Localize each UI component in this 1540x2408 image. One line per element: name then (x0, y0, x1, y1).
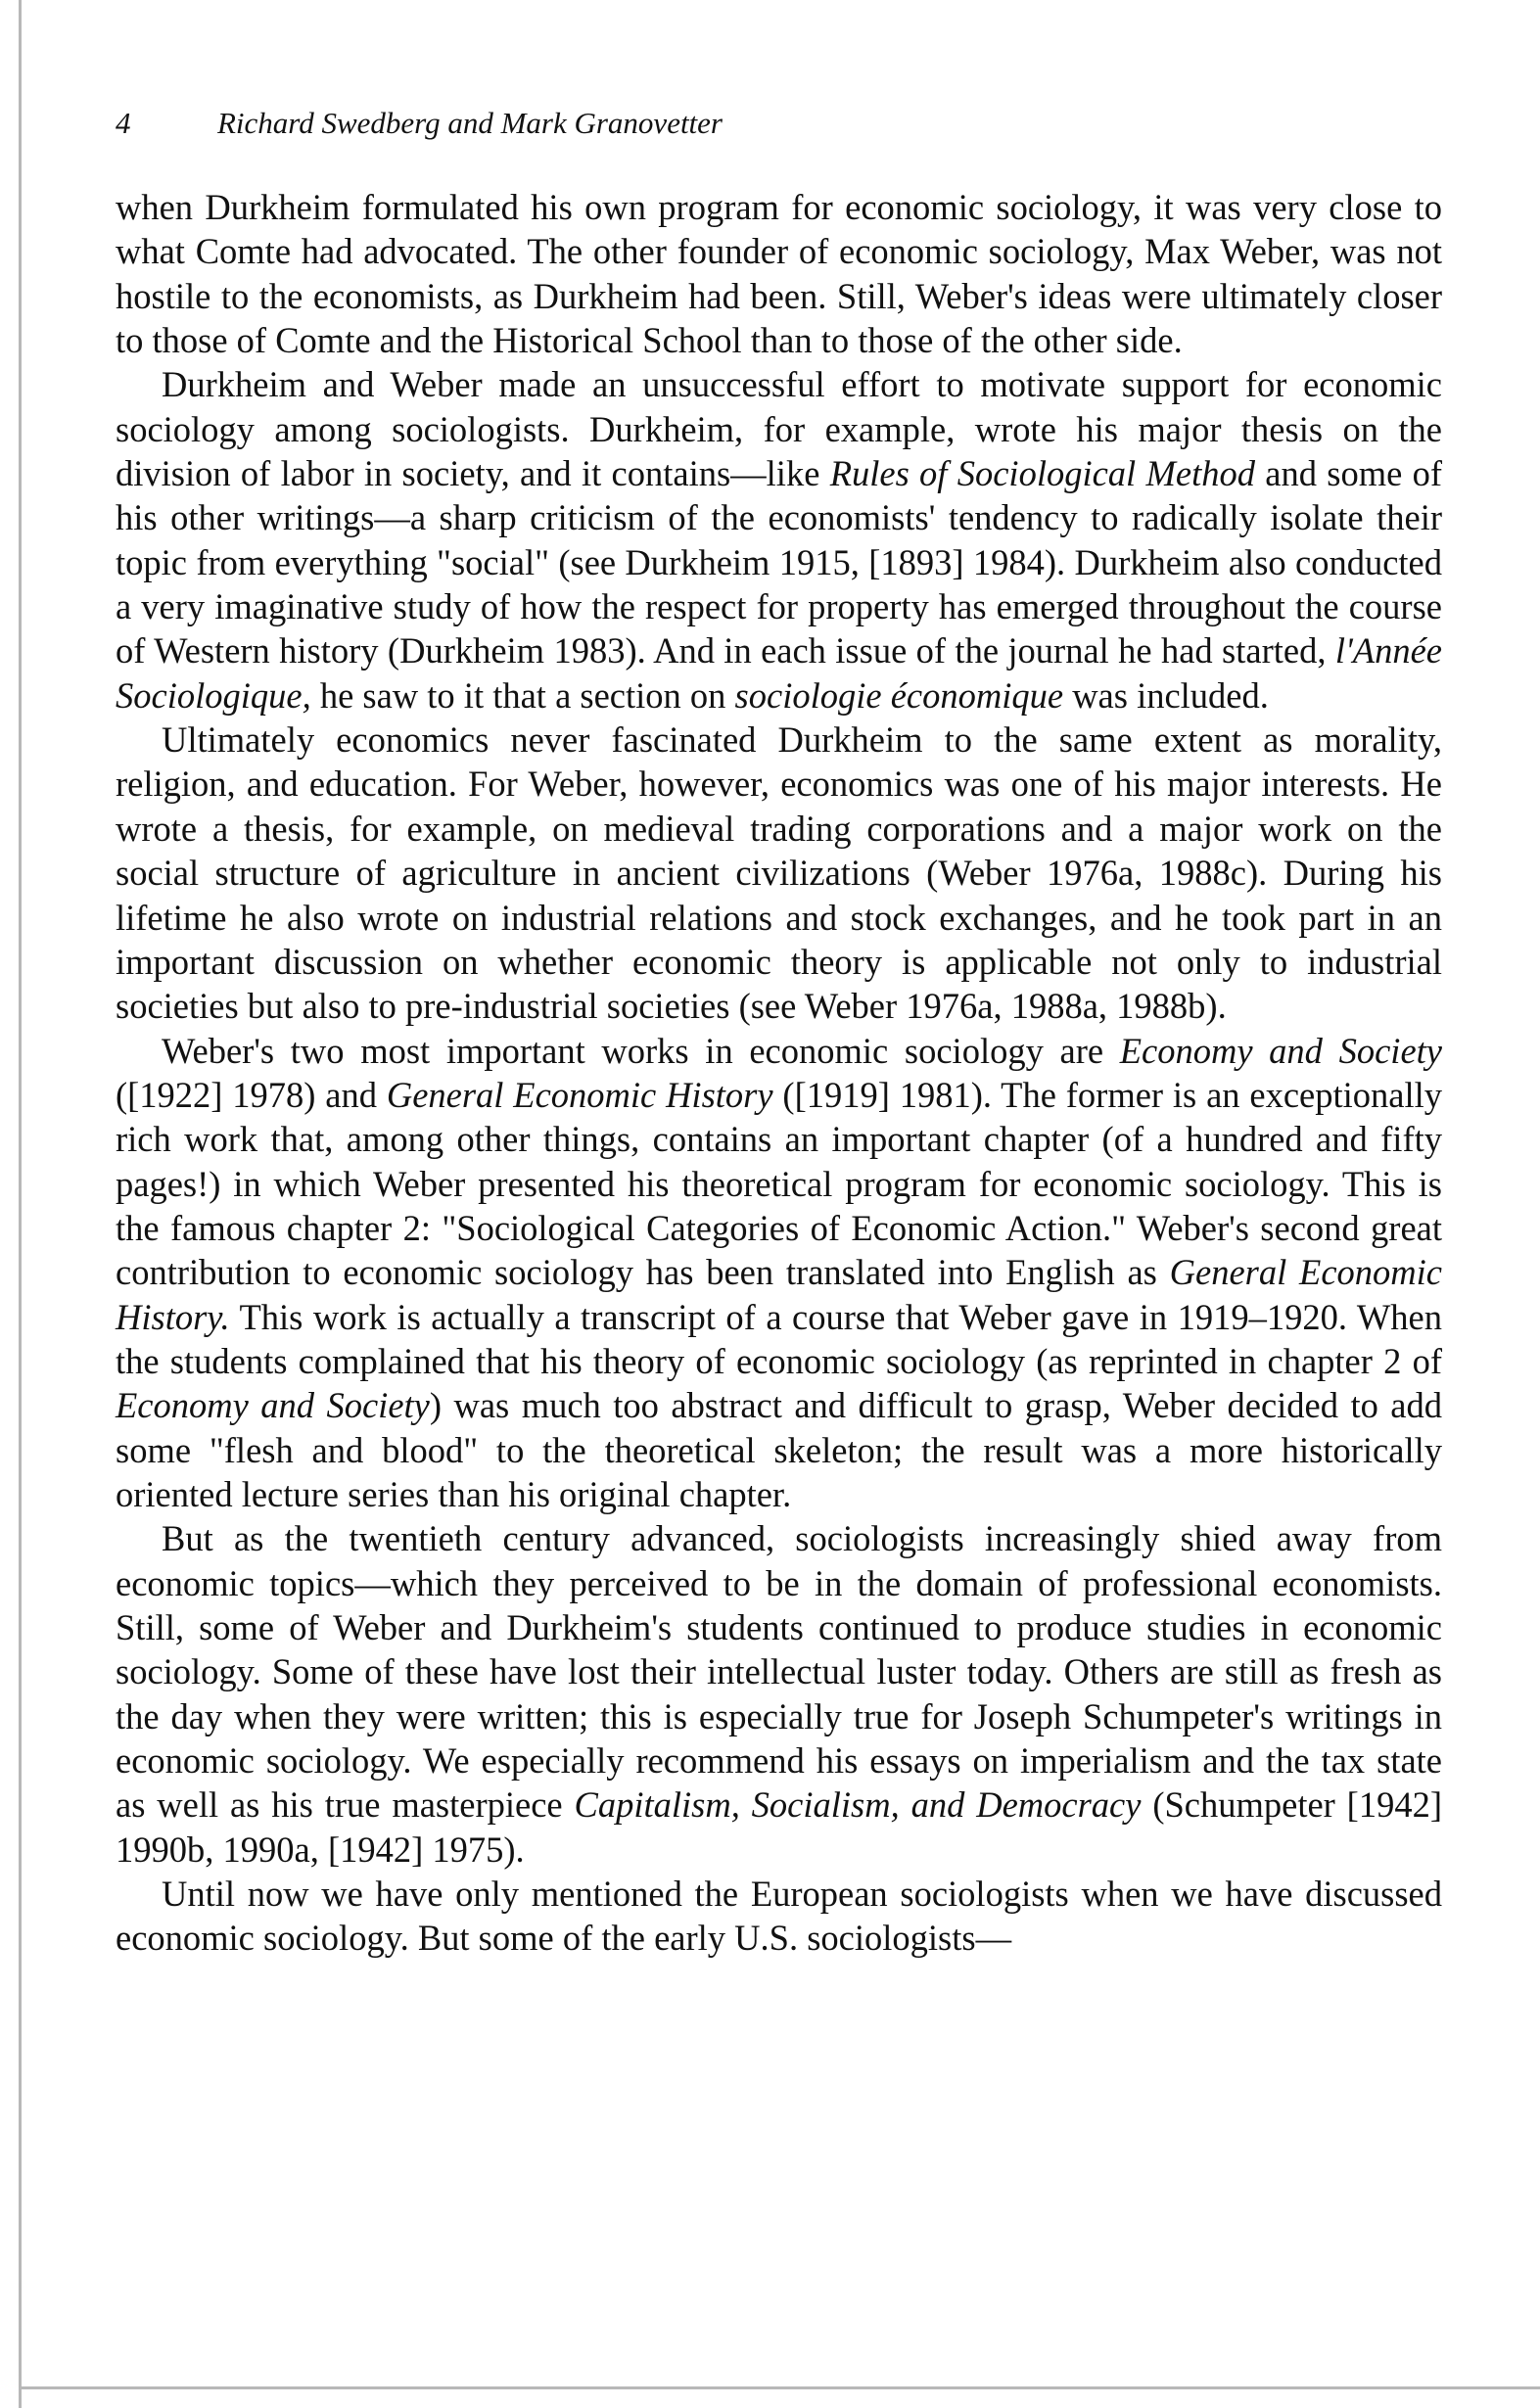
italic-title: Rules of Sociological Method (829, 453, 1255, 494)
page-bottom-edge (19, 2386, 1540, 2389)
body-text (116, 185, 1442, 1961)
italic-title: General Economic History (386, 1074, 773, 1115)
paragraph (116, 1516, 1442, 1872)
paragraph (116, 1029, 1442, 1517)
paragraph-text: when Durkheim formulated his own program for economic sociology, it was very close to what Comte had advocated. The other founder of economic sociology, Max Weber, was not hostile to the economists, as Durkheim had been. Still, Weber's ideas were ultimately closer to those of Comte and the Historical School than to those of the other side. (116, 187, 1442, 361)
page-number: 4 (116, 106, 131, 140)
paragraph-text: Ultimately economics never fascinated Durkheim to the same extent as morality, religion, and education. For Weber, however, economics was one of his major interests. He wrote a thesis, for example, on medieval trading corporations and a major work on the social structure of agriculture in ancient civilizations (Weber 1976a, 1988c). During his lifetime he also wrote on industrial relations and stock exchanges, and he took part in an important discussion on whether economic theory is applicable not only to industrial societies but also to pre-industrial societies (see Weber 1976a, 1988a, 1988b). (116, 719, 1442, 1027)
paragraph-text: Weber's two most important works in economic sociology are (162, 1030, 1120, 1071)
running-head (116, 93, 1442, 154)
paragraph-text: Durkheim and Weber made an unsuccessful effort to motivate support for economic sociology among sociologists. Durkheim, for example, wrote his major thesis on the division of labor in society, and it contains—like (116, 364, 1442, 494)
paragraph (116, 718, 1442, 1028)
book-page (116, 93, 1442, 1961)
paragraph-text: But as the twentieth century advanced, sociologists increasingly shied away from economic topics—which they perceived to be in the domain of professional economists. Still, some of Weber and Durkheim's students continued to produce studies in economic sociology. Some of these have lost their intellectual luster today. Others are still as fresh as the day when they were written; this is especially true for Joseph Schumpeter's writings in economic sociology. We especially recommend his essays on imperialism and the tax state as well as his true masterpiece (116, 1518, 1442, 1826)
italic-title: Economy and Society (116, 1385, 430, 1426)
paragraph-text: (Schumpeter [1942] 1990b, 1990a, [1942] 1975). (116, 1784, 1442, 1870)
paragraph-text: was included. (1063, 674, 1269, 716)
paragraph (116, 362, 1442, 718)
paragraph-text: ([1919] 1981). The former is an exceptionally rich work that, among other things, contains an important chapter (of a hundred and fifty pages!) in which Weber presented his theoretical program for economic sociology. This is the famous chapter 2: "Sociological Categories of Economic Action." Weber's second great contribution to economic sociology has been translated into English as (116, 1074, 1442, 1293)
paragraph-text: Until now we have only mentioned the European sociologists when we have discussed economic sociology. But some of the early U.S. sociologists— (116, 1874, 1442, 1959)
running-head-authors: Richard Swedberg and Mark Granovetter (217, 106, 723, 140)
italic-title: sociologie économique (734, 674, 1064, 716)
italic-title: Capitalism, Socialism, and Democracy (574, 1784, 1142, 1826)
page-left-edge (19, 0, 22, 2408)
italic-title: l'Année Sociologique, (116, 630, 1442, 716)
paragraph-text: ) was much too abstract and difficult to grasp, Weber decided to add some "flesh and blood" to the theoretical skeleton; the result was a more historically oriented lecture series than his original chapter. (116, 1385, 1442, 1514)
italic-title: General Economic History. (116, 1252, 1442, 1337)
paragraph-text: he saw to it that a section on (310, 674, 735, 716)
italic-title: Economy and Society (1119, 1030, 1442, 1071)
paragraph-text: and some of his other writings—a sharp criticism of the economists' tendency to radically isolate their topic from everything "social" (see Durkheim 1915, [1893] 1984). Durkheim also conducted a very imaginative study of how the respect for property has emerged throughout the course of Western history (Durkheim 1983). And in each issue of the journal he had started, (116, 453, 1442, 671)
paragraph (116, 185, 1442, 362)
paragraph (116, 1872, 1442, 1961)
paragraph-text: This work is actually a transcript of a course that Weber gave in 1919–1920. When the students complained that his theory of economic sociology (as reprinted in chapter 2 of (116, 1296, 1442, 1381)
paragraph-text: ([1922] 1978) and (116, 1074, 387, 1115)
